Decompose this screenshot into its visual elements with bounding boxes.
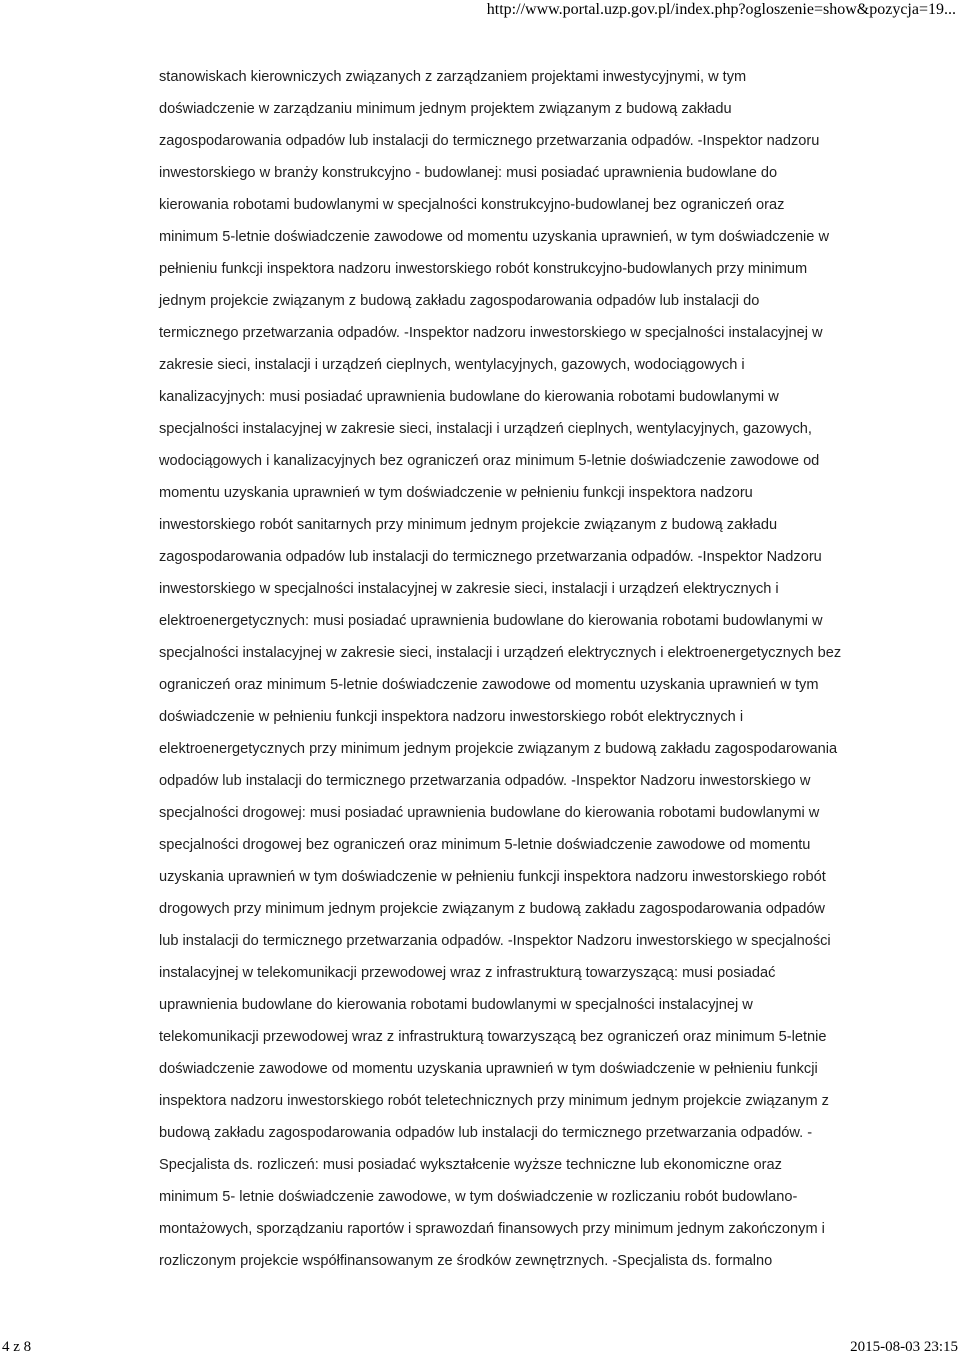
body-text-line: specjalności instalacyjnej w zakresie sieci, instalacji i urządzeń cieplnych, wentylacyjnych, gazowych, [159,421,812,437]
body-text-line: elektroenergetycznych przy minimum jednym projekcie związanym z budową zakładu zagospodarowania [159,741,838,757]
body-text-line: rozliczonym projekcie współfinansowanym ze środków zewnętrznych. -Specjalista ds. formalno [159,1253,773,1269]
body-text-line: telekomunikacji przewodowej wraz z infrastrukturą towarzyszącą bez ograniczeń oraz minimum 5-letnie [159,1029,827,1045]
body-text-line: Specjalista ds. rozliczeń: musi posiadać wykształcenie wyższe techniczne lub ekonomiczne oraz [159,1157,782,1173]
body-text-line: montażowych, sporządzaniu raportów i sprawozdań finansowych przy minimum jednym zakończonym i [159,1221,825,1237]
body-text-line: uzyskania uprawnień w tym doświadczenie w pełnieniu funkcji inspektora nadzoru inwestorskiego robót [159,869,826,885]
body-text-line: specjalności drogowej bez ograniczeń oraz minimum 5-letnie doświadczenie zawodowe od momentu [159,837,811,853]
body-text-line: drogowych przy minimum jednym projekcie związanym z budową zakładu zagospodarowania odpadów [159,901,825,917]
body-text-line: doświadczenie w pełnieniu funkcji inspektora nadzoru inwestorskiego robót elektrycznych i [159,709,744,725]
body-text-line: wodociągowych i kanalizacyjnych bez ograniczeń oraz minimum 5-letnie doświadczenie zawodowe od [159,453,820,469]
print-timestamp: 2015-08-03 23:15 [850,1339,958,1355]
body-text-line: budową zakładu zagospodarowania odpadów lub instalacji do termicznego przetwarzania odpadów. - [159,1125,813,1141]
body-text-line: doświadczenie zawodowe od momentu uzyskania uprawnień w tym doświadczenie w pełnieniu funkcji [159,1061,818,1077]
body-text-line: ograniczeń oraz minimum 5-letnie doświadczenie zawodowe od momentu uzyskania uprawnień w tym [159,677,819,693]
body-text-line: zakresie sieci, instalacji i urządzeń cieplnych, wentylacyjnych, gazowych, wodociągowych i [159,357,745,373]
body-text-line: inwestorskiego robót sanitarnych przy minimum jednym projekcie związanym z budową zakładu [159,517,778,533]
body-text-line: inwestorskiego w specjalności instalacyjnej w zakresie sieci, instalacji i urządzeń elektrycznych i [159,581,779,597]
body-text-line: doświadczenie w zarządzaniu minimum jednym projektem związanym z budową zakładu [159,101,732,117]
body-text-line: inwestorskiego w branży konstrukcyjno - budowlanej: musi posiadać uprawnienia budowlane do [159,165,778,181]
body-text-line: zagospodarowania odpadów lub instalacji do termicznego przetwarzania odpadów. -Inspektor nadzoru [159,133,820,149]
page-url: http://www.portal.uzp.gov.pl/index.php?ogloszenie=show&pozycja=19... [486,1,956,18]
document-body [159,61,899,1277]
page-number: 4 z 8 [2,1339,32,1355]
body-text-line: termicznego przetwarzania odpadów. -Inspektor nadzoru inwestorskiego w specjalności instalacyjnej w [159,325,823,341]
body-text-line: inspektora nadzoru inwestorskiego robót teletechnicznych przy minimum jednym projekcie związanym z [159,1093,829,1109]
body-text-line: odpadów lub instalacji do termicznego przetwarzania odpadów. -Inspektor Nadzoru inwestorskiego w [159,773,811,789]
body-text-line: minimum 5- letnie doświadczenie zawodowe, w tym doświadczenie w rozliczaniu robót budowlano- [159,1189,798,1205]
body-text-line: elektroenergetycznych: musi posiadać uprawnienia budowlane do kierowania robotami budowlanymi w [159,613,823,629]
body-text-line: lub instalacji do termicznego przetwarzania odpadów. -Inspektor Nadzoru inwestorskiego w specjalności [159,933,831,949]
body-text-line: momentu uzyskania uprawnień w tym doświadczenie w pełnieniu funkcji inspektora nadzoru [159,485,753,501]
body-text-line: specjalności drogowej: musi posiadać uprawnienia budowlane do kierowania robotami budowlanymi w [159,805,820,821]
body-text-line: minimum 5-letnie doświadczenie zawodowe od momentu uzyskania uprawnień, w tym doświadczenie w [159,229,830,245]
body-text-line: kanalizacyjnych: musi posiadać uprawnienia budowlane do kierowania robotami budowlanymi w [159,389,779,405]
body-text-line: kierowania robotami budowlanymi w specjalności konstrukcyjno-budowlanej bez ograniczeń oraz [159,197,785,213]
body-text-line: specjalności instalacyjnej w zakresie sieci, instalacji i urządzeń elektrycznych i elektroenergetycznych bez [159,645,842,661]
body-text-line: uprawnienia budowlane do kierowania robotami budowlanymi w specjalności instalacyjnej w [159,997,753,1013]
body-text-line: instalacyjnej w telekomunikacji przewodowej wraz z infrastrukturą towarzyszącą: musi posiadać [159,965,776,981]
body-text-line: pełnieniu funkcji inspektora nadzoru inwestorskiego robót konstrukcyjno-budowlanych przy minimum [159,261,808,277]
body-text-line: zagospodarowania odpadów lub instalacji do termicznego przetwarzania odpadów. -Inspektor Nadzoru [159,549,822,565]
body-text-line: stanowiskach kierowniczych związanych z zarządzaniem projektami inwestycyjnymi, w tym [159,69,747,85]
body-text-line: jednym projekcie związanym z budową zakładu zagospodarowania odpadów lub instalacji do [159,293,760,309]
